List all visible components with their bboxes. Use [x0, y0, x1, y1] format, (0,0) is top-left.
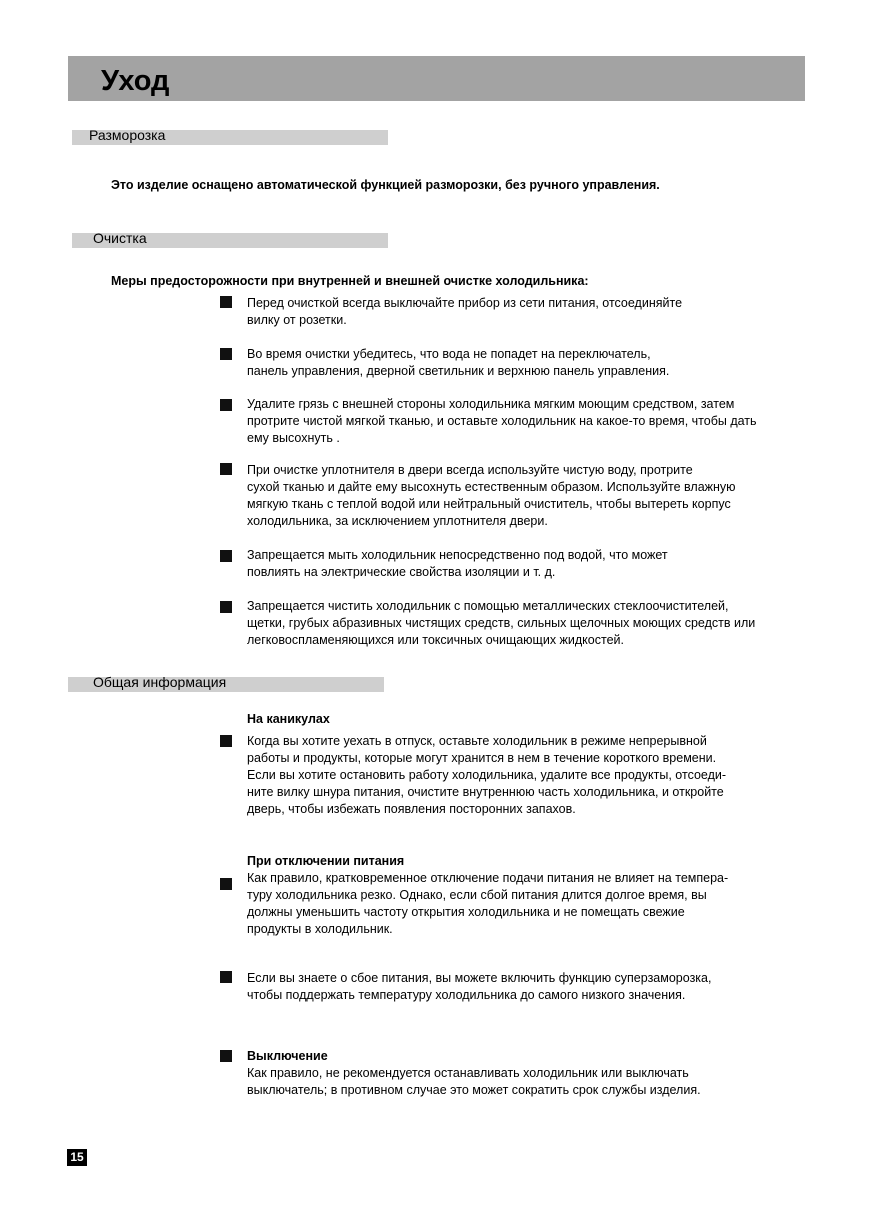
bullet-icon: [220, 348, 232, 360]
cleaning-item-2: [220, 346, 840, 380]
bullet-icon: [220, 463, 232, 475]
section-header-general: [68, 674, 384, 692]
cleaning-intro: Меры предосторожности при внутренней и внешней очистке холодильника:: [111, 274, 589, 288]
cleaning-item-text: Перед очисткой всегда выключайте прибор из сети питания, отсоединяйте вилку от розетки.: [247, 296, 683, 327]
cleaning-item-6: [220, 598, 840, 649]
section-label-general: Общая информация: [93, 674, 227, 690]
general-item-shutdown: [220, 1048, 840, 1099]
bullet-icon: [220, 296, 232, 308]
page-number: 15: [67, 1149, 87, 1166]
vacation-text: Когда вы хотите уехать в отпуск, оставьте холодильник в режиме непрерывной работы и продукты, которые могут хранится в нем в течение короткого времени. Если вы хотите остановить работу холодильника, удалите все продукты, отсоеди- ните вилку шнура питания, очистите внутреннюю часть холодильника, и откройте дверь, чтобы избежать появления посторонних запахов.: [247, 734, 727, 816]
bullet-icon: [220, 399, 232, 411]
cleaning-item-1: [220, 295, 840, 329]
cleaning-item-3: [220, 396, 840, 447]
cleaning-item-text: Запрещается мыть холодильник непосредственно под водой, что может повлиять на электрические свойства изоляции и т. д.: [247, 548, 668, 579]
vacation-heading: На каникулах: [247, 712, 330, 726]
bullet-icon: [220, 971, 232, 983]
page-header: [68, 56, 805, 101]
section-header-cleaning: [72, 230, 388, 248]
general-item-power-outage: [220, 853, 840, 938]
cleaning-item-text: Удалите грязь с внешней стороны холодильника мягким моющим средством, затем протрите чистой мягкой тканью, и оставьте холодильник на какое-то время, чтобы дать ему высохнуть .: [247, 397, 757, 445]
cleaning-item-text: При очистке уплотнителя в двери всегда используйте чистую воду, протрите сухой тканью и дайте ему высохнуть естественным образом. Используйте влажную мягкую ткань с теплой водой или нейтральный очиститель, чтобы вытереть корпус холодильника, за исключением уплотнителя двери.: [247, 463, 736, 528]
section-label-defrost: Разморозка: [89, 127, 166, 143]
defrost-intro: Это изделие оснащено автоматической функцией разморозки, без ручного управления.: [111, 178, 660, 192]
cleaning-item-4: [220, 462, 840, 530]
superfreeze-text: Если вы знаете о сбое питания, вы можете включить функцию суперзаморозка, чтобы поддержать температуру холодильника до самого низкого значения.: [247, 971, 712, 1002]
bullet-icon: [220, 601, 232, 613]
section-label-cleaning: Очистка: [93, 230, 147, 246]
bullet-icon: [220, 735, 232, 747]
shutdown-text: Как правило, не рекомендуется останавливать холодильник или выключать выключатель; в противном случае это может сократить срок службы изделия.: [247, 1066, 701, 1097]
page-title: Уход: [101, 65, 170, 97]
shutdown-heading: Выключение: [247, 1049, 328, 1063]
bullet-icon: [220, 878, 232, 890]
general-item-superfreeze: [220, 970, 840, 1004]
general-item-vacation: [220, 711, 840, 818]
cleaning-item-text: Запрещается чистить холодильник с помощью металлических стеклоочистителей, щетки, грубых абразивных чистящих средств, сильных щелочных моющих средств или легковоспламеняющихся или токсичных очищающих жидкостей.: [247, 599, 756, 647]
cleaning-item-text: Во время очистки убедитесь, что вода не попадет на переключатель, панель управления, дверной светильник и верхнюю панель управления.: [247, 347, 670, 378]
power-outage-heading: При отключении питания: [247, 854, 405, 868]
section-header-defrost: [72, 127, 388, 145]
power-outage-text: Как правило, кратковременное отключение подачи питания не влияет на темпера- туру холодильника резко. Однако, если сбой питания длится долгое время, вы должны уменьшить частоту открытия холодильника и не помещать свежие продукты в холодильник.: [247, 871, 729, 936]
bullet-icon: [220, 1050, 232, 1062]
bullet-icon: [220, 550, 232, 562]
cleaning-item-5: [220, 547, 840, 581]
